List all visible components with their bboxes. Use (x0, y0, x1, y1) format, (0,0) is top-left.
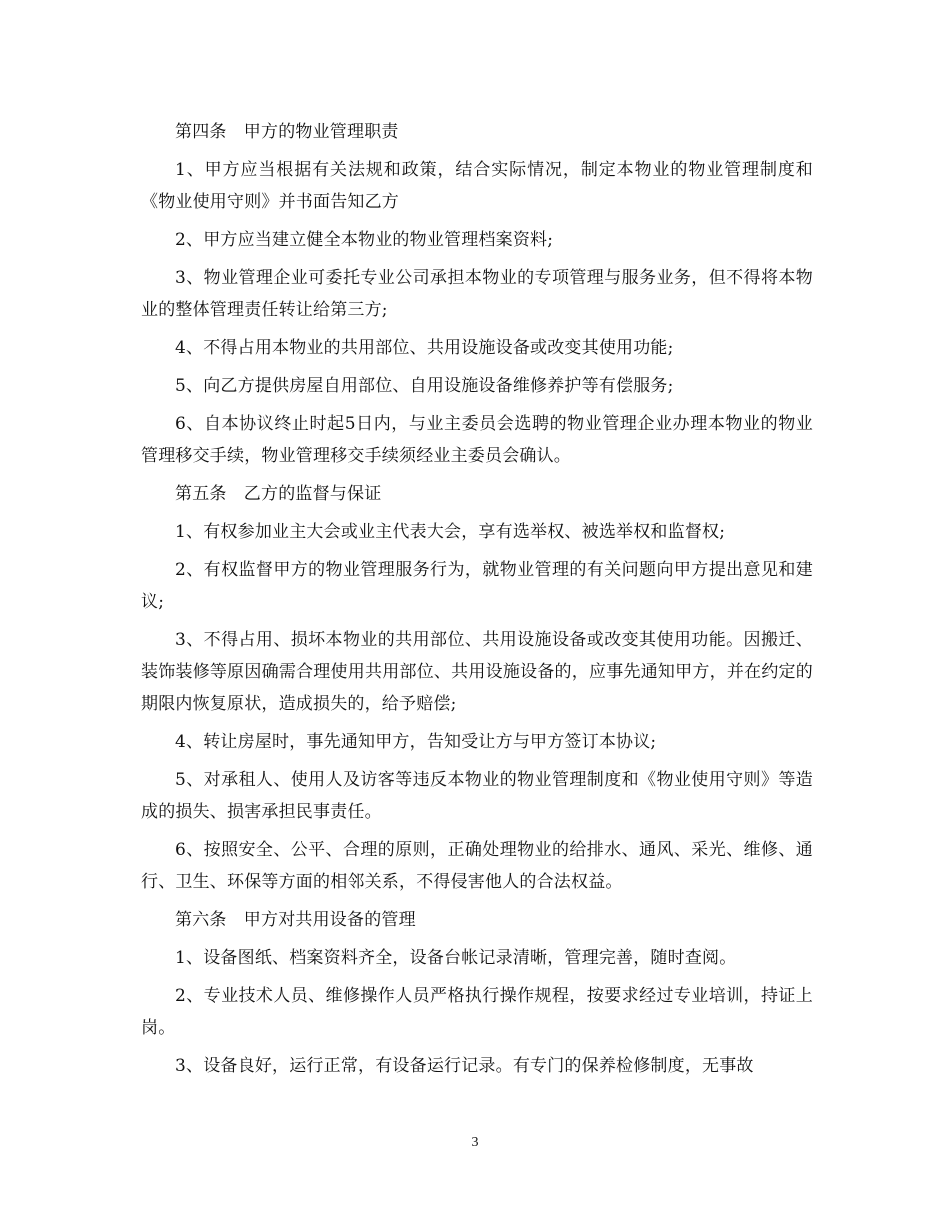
paragraph: 1、设备图纸、档案资料齐全，设备台帐记录清晰，管理完善，随时查阅。 (175, 948, 737, 968)
paragraph: 2、有权监督甲方的物业管理服务行为，就物业管理的有关问题向甲方提出意见和建议; (141, 560, 813, 612)
document-body (141, 116, 813, 1088)
page-number: 3 (471, 1135, 479, 1150)
paragraph: 1、有权参加业主大会或业主代表大会，享有选举权、被选举权和监督权; (175, 522, 726, 542)
paragraph: 3、不得占用、损坏本物业的共用部位、共用设施设备或改变其使用功能。因搬迁、装饰装修等原因确需合理使用共用部位、共用设施设备的，应事先通知甲方，并在约定的期限内恢复原状，造成损失的，给予赔偿; (141, 630, 813, 714)
section-heading: 第五条 乙方的监督与保证 (175, 484, 382, 504)
paragraph: 3、物业管理企业可委托专业公司承担本物业的专项管理与服务业务，但不得将本物业的整体管理责任转让给第三方; (141, 268, 813, 320)
paragraph: 6、按照安全、公平、合理的原则，正确处理物业的给排水、通风、采光、维修、通行、卫生、环保等方面的相邻关系，不得侵害他人的合法权益。 (141, 840, 813, 892)
paragraph: 5、向乙方提供房屋自用部位、自用设施设备维修养护等有偿服务; (175, 376, 674, 396)
paragraph: 2、甲方应当建立健全本物业的物业管理档案资料; (175, 230, 554, 250)
paragraph: 5、对承租人、使用人及访客等违反本物业的物业管理制度和《物业使用守则》等造成的损失、损害承担民事责任。 (141, 770, 813, 822)
paragraph: 3、设备良好，运行正常，有设备运行记录。有专门的保养检修制度，无事故 (175, 1056, 754, 1076)
section-heading: 第六条 甲方对共用设备的管理 (175, 910, 416, 930)
paragraph: 4、不得占用本物业的共用部位、共用设施设备或改变其使用功能; (175, 338, 674, 358)
section-heading: 第四条 甲方的物业管理职责 (175, 122, 399, 142)
paragraph: 6、自本协议终止时起5日内，与业主委员会选聘的物业管理企业办理本物业的物业管理移交手续，物业管理移交手续须经业主委员会确认。 (141, 414, 813, 466)
paragraph: 2、专业技术人员、维修操作人员严格执行操作规程，按要求经过专业培训，持证上岗。 (141, 986, 813, 1038)
paragraph: 1、甲方应当根据有关法规和政策，结合实际情况，制定本物业的物业管理制度和《物业使用守则》并书面告知乙方 (141, 160, 813, 212)
paragraph: 4、转让房屋时，事先通知甲方，告知受让方与甲方签订本协议; (175, 732, 657, 752)
